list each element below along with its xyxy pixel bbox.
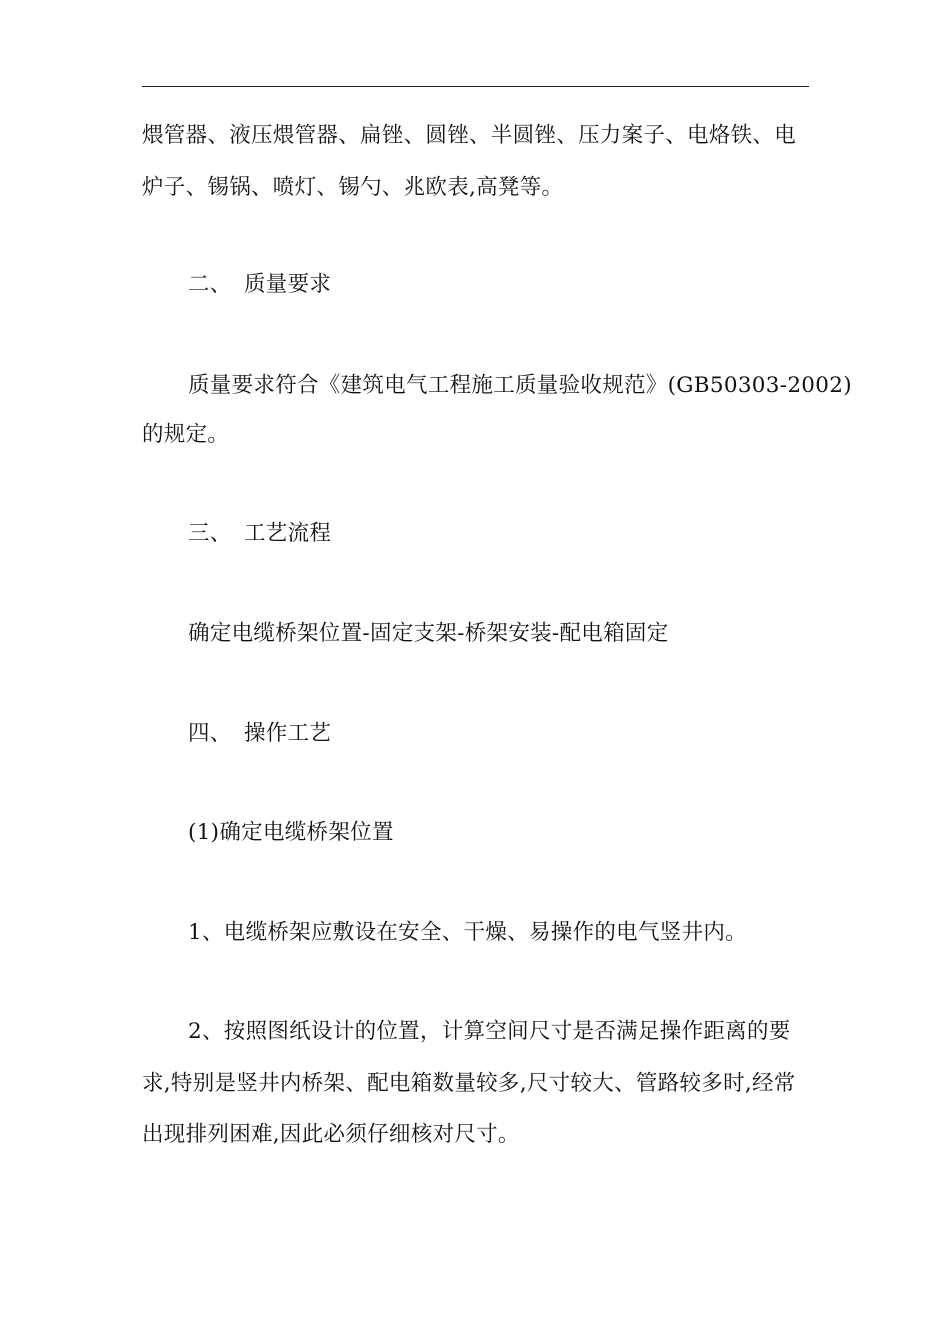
- section-heading: [188, 520, 868, 548]
- section-heading: [188, 271, 868, 299]
- section-number: 四、: [188, 721, 232, 746]
- paragraph-line: 2、按照图纸设计的位置，计算空间尺寸是否满足操作距离的要: [188, 1019, 791, 1044]
- paragraph-line: 1、电缆桥架应敷设在安全、干燥、易操作的电气竖井内。: [188, 920, 747, 945]
- header-rule: [142, 86, 809, 87]
- paragraph-line: 的规定。: [142, 422, 230, 447]
- section-title: 操作工艺: [244, 721, 332, 746]
- section-title: 质量要求: [244, 272, 332, 297]
- paragraph-line: 炉子、锡锅、喷灯、锡勺、兆欧表,高凳等。: [142, 175, 564, 200]
- section-number: 三、: [188, 521, 232, 546]
- section-heading: [188, 720, 868, 748]
- section-number: 二、: [188, 272, 232, 297]
- section-title: 工艺流程: [244, 521, 332, 546]
- paragraph-line: 煨管器、液压煨管器、扁锉、圆锉、半圆锉、压力案子、电烙铁、电: [142, 123, 797, 148]
- paragraph-line: (1)确定电缆桥架位置: [188, 820, 394, 845]
- paragraph-line: 求,特别是竖井内桥架、配电箱数量较多,尺寸较大、管路较多时,经常: [142, 1071, 796, 1096]
- paragraph-line: 确定电缆桥架位置-固定支架-桥架安装-配电箱固定: [188, 621, 669, 646]
- paragraph-line: 出现排列困难,因此必须仔细核对尺寸。: [142, 1122, 520, 1147]
- paragraph-line: 质量要求符合《建筑电气工程施工质量验收规范》(GB50303-2002): [188, 373, 852, 398]
